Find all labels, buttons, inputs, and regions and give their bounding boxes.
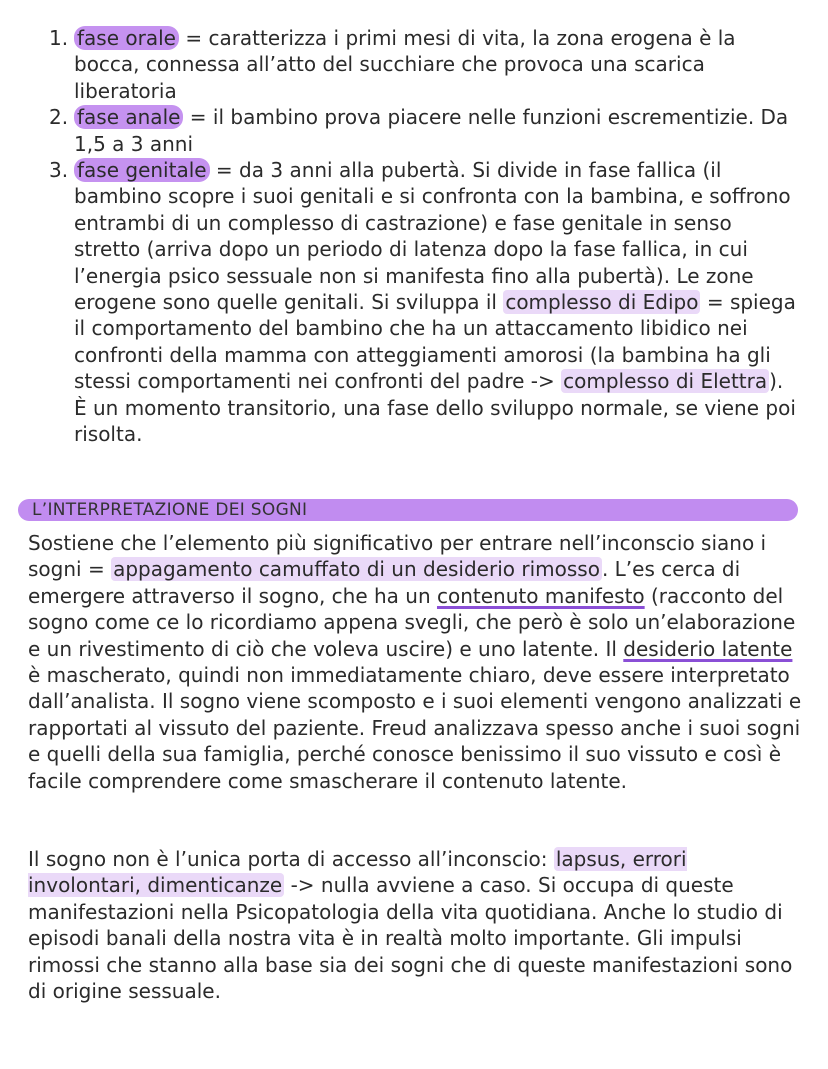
list-number: 3. <box>49 158 69 183</box>
paragraph-text: (racconto del sogno come ce lo ricordiamo appena svegli, che però è solo un’elaborazione e un rivestimento di ciò che voleva uscire) e uno latente. Il <box>28 583 796 661</box>
list-number: 2. <box>49 105 69 130</box>
list-item-text: = caratterizza i primi mesi di vita, la zona erogena è la bocca, connessa all’atto del succhiare che provoca una scarica liberatoria <box>74 26 736 103</box>
paragraph-unconscious-access <box>28 846 803 1004</box>
soft-highlight-term: lapsus, errori involontari, dimenticanze <box>28 847 687 898</box>
list-item-text: = il bambino prova piacere nelle funzioni escrementizie. Da 1,5 a 3 anni <box>74 105 789 156</box>
highlighted-term: fase anale <box>74 105 183 129</box>
highlighted-term: fase orale <box>74 26 179 50</box>
section-header: L’INTERPRETAZIONE DEI SOGNI <box>18 499 798 521</box>
soft-highlight-term: complesso di Elettra <box>563 369 768 394</box>
paragraph-text: Il sogno non è l’unica porta di accesso all’inconscio: <box>28 847 554 871</box>
list-item <box>40 104 800 157</box>
highlighted-term: fase genitale <box>74 158 210 182</box>
underlined-term: contenuto manifesto <box>436 583 645 608</box>
list-number: 1. <box>49 26 69 50</box>
paragraph-text: -> nulla avviene a caso. Si occupa di queste manifestazioni nella Psicopatologia della vita quotidiana. Anche lo studio di episodi banali della nostra vita è in realtà molto importante. Gli impulsi rimossi che stanno alla base sia dei sogni che di queste manifestazioni sono di origine sessuale. <box>28 873 793 1004</box>
list-item <box>40 25 800 104</box>
paragraph-text: . L’es cerca di emergere attraverso il sogno, che ha un <box>28 557 741 608</box>
list-item-text: = da 3 anni alla pubertà. Si divide in fase fallica (il bambino scopre i suoi genitali e si confronta con la bambina, e soffrono entrambi di un complesso di castrazione) e fase genitale in senso stretto (arriva dopo un periodo di latenza dopo la fase fallica, in cui l’energia psico sessuale non si manifesta fino alla pubertà). Le zone erogene sono quelle genitali. Si sviluppa il <box>74 158 791 315</box>
soft-highlight-term: complesso di Edipo <box>505 290 699 315</box>
soft-highlight-term: appagamento camuffato di un desiderio rimosso <box>113 557 600 582</box>
paragraph-dreams <box>28 530 803 794</box>
list-item-text: ). È un momento transitorio, una fase dello sviluppo normale, se viene poi risolta. <box>74 369 796 447</box>
paragraph-text: è mascherato, quindi non immediatamente chiaro, deve essere interpretato dall’analista. Il sogno viene scomposto e i suoi elementi vengono analizzati e rapportati al vissuto del paziente. Freud analizzava spesso anche i suoi sogni e quelli della sua famiglia, perché conosce benissimo il suo vissuto e così è facile comprendere come smascherare il contenuto latente. <box>28 663 802 793</box>
underlined-term: desiderio latente <box>623 636 793 661</box>
psychosexual-phases-list <box>40 25 800 448</box>
list-item <box>40 157 800 447</box>
paragraph-text: Sostiene che l’elemento più significativo per entrare nell’inconscio siano i sogni = <box>28 531 767 582</box>
list-item-text: = spiega il comportamento del bambino che ha un attaccamento libidico nei confronti della mamma con atteggiamenti amorosi (la bambina ha gli stessi comportamenti nei confronti del padre -> <box>74 290 796 394</box>
